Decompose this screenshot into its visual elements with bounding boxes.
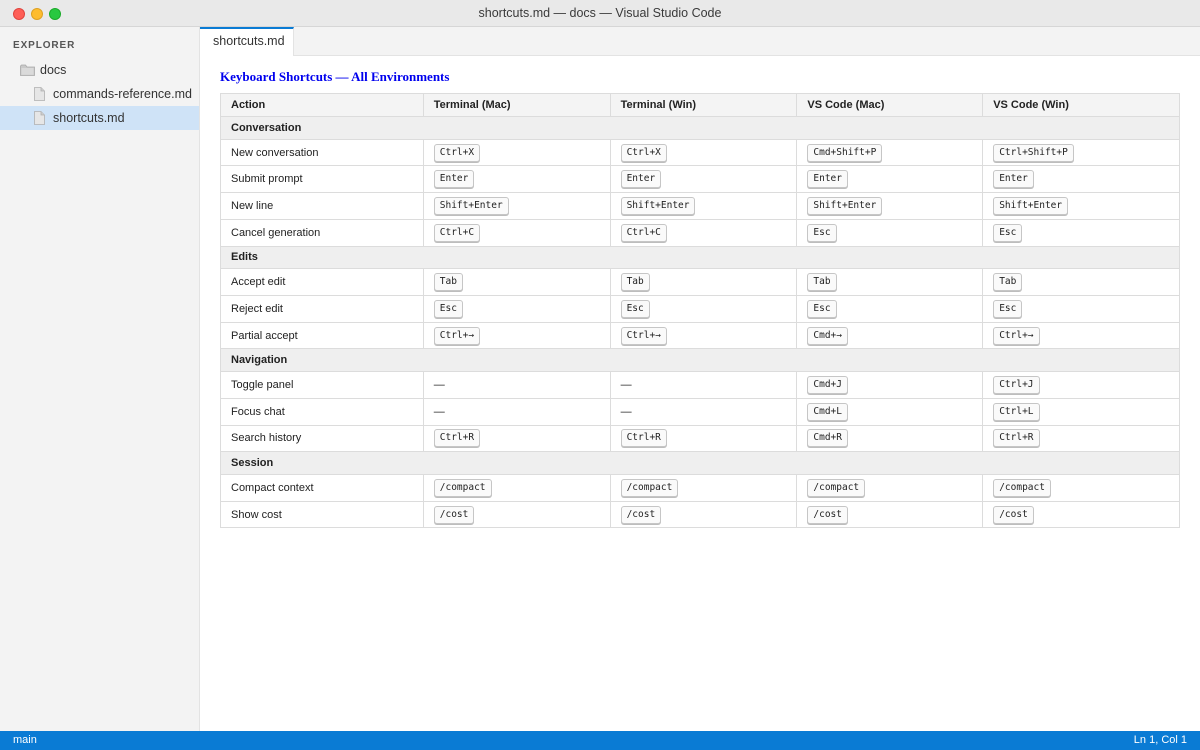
shortcut-cell <box>423 269 610 296</box>
shortcut-cell <box>610 296 797 323</box>
table-row <box>221 296 1180 323</box>
action-cell: Cancel generation <box>221 219 424 246</box>
key-badge: Ctrl+C <box>621 224 667 242</box>
status-bar <box>0 731 1200 750</box>
shortcut-cell <box>610 398 797 425</box>
table-row <box>221 139 1180 166</box>
shortcut-cell <box>797 475 983 502</box>
editor-tab-bar <box>200 27 1200 56</box>
branch-indicator[interactable]: main <box>13 734 37 746</box>
key-badge: Esc <box>807 224 836 242</box>
key-badge: /compact <box>434 479 492 497</box>
shortcut-cell <box>423 139 610 166</box>
column-header: VS Code (Mac) <box>797 94 983 117</box>
key-badge: /cost <box>621 506 662 524</box>
no-shortcut: — <box>620 379 632 392</box>
key-badge: Shift+Enter <box>993 197 1068 215</box>
shortcut-cell <box>610 475 797 502</box>
table-row <box>221 219 1180 246</box>
key-badge: Ctrl+R <box>621 429 667 447</box>
key-badge: Esc <box>621 300 650 318</box>
table-row <box>221 425 1180 452</box>
key-badge: Enter <box>993 170 1034 188</box>
key-badge: Enter <box>807 170 848 188</box>
shortcut-cell <box>797 219 983 246</box>
key-badge: Cmd+L <box>807 403 848 421</box>
key-badge: /cost <box>807 506 848 524</box>
key-badge: Enter <box>434 170 475 188</box>
file-label: shortcuts.md <box>53 111 125 125</box>
key-badge: Cmd+R <box>807 429 848 447</box>
shortcut-cell <box>797 322 983 349</box>
key-badge: /cost <box>993 506 1034 524</box>
shortcut-cell <box>983 372 1180 399</box>
shortcut-cell <box>423 398 610 425</box>
key-badge: Cmd+Shift+P <box>807 144 882 162</box>
no-shortcut: — <box>620 405 632 418</box>
column-header: VS Code (Win) <box>983 94 1180 117</box>
key-badge: Cmd+J <box>807 376 848 394</box>
file-icon <box>34 111 45 125</box>
shortcut-cell <box>983 398 1180 425</box>
action-cell: New line <box>221 193 424 220</box>
action-cell: Accept edit <box>221 269 424 296</box>
action-cell: Partial accept <box>221 322 424 349</box>
shortcut-cell <box>610 425 797 452</box>
table-row <box>221 398 1180 425</box>
key-badge: Enter <box>621 170 662 188</box>
action-cell: Show cost <box>221 501 424 528</box>
editor-preview <box>200 56 1200 731</box>
shortcut-cell <box>797 269 983 296</box>
shortcut-cell <box>610 166 797 193</box>
shortcut-cell <box>423 296 610 323</box>
file-icon <box>34 87 45 101</box>
shortcuts-table <box>220 93 1180 528</box>
key-badge: Tab <box>807 273 836 291</box>
document-title: Keyboard Shortcuts — All Environments <box>220 69 450 84</box>
action-cell: Compact context <box>221 475 424 502</box>
key-badge: /compact <box>807 479 865 497</box>
shortcut-cell <box>983 425 1180 452</box>
section-heading: Edits <box>221 246 1180 269</box>
section-row <box>221 349 1180 372</box>
table-row <box>221 322 1180 349</box>
shortcut-cell <box>797 139 983 166</box>
key-badge: Ctrl+→ <box>434 327 480 345</box>
column-header: Terminal (Mac) <box>423 94 610 117</box>
section-heading: Conversation <box>221 117 1180 140</box>
action-cell: Focus chat <box>221 398 424 425</box>
key-badge: Ctrl+L <box>993 403 1039 421</box>
shortcut-cell <box>797 193 983 220</box>
explorer-sidebar <box>0 27 200 731</box>
shortcut-cell <box>797 296 983 323</box>
shortcut-cell <box>797 501 983 528</box>
file-commands-reference[interactable] <box>0 82 199 106</box>
key-badge: Tab <box>434 273 463 291</box>
section-row <box>221 117 1180 140</box>
shortcut-cell <box>610 193 797 220</box>
key-badge: /cost <box>434 506 475 524</box>
action-cell: Search history <box>221 425 424 452</box>
shortcut-cell <box>983 219 1180 246</box>
table-row <box>221 475 1180 502</box>
shortcut-cell <box>610 501 797 528</box>
table-row <box>221 501 1180 528</box>
key-badge: Ctrl+C <box>434 224 480 242</box>
key-badge: Ctrl+R <box>434 429 480 447</box>
shortcut-cell <box>983 166 1180 193</box>
key-badge: Ctrl+→ <box>621 327 667 345</box>
shortcut-cell <box>983 322 1180 349</box>
tab-shortcuts-md[interactable]: shortcuts.md <box>200 27 294 56</box>
shortcut-cell <box>983 193 1180 220</box>
key-badge: Ctrl+→ <box>993 327 1039 345</box>
table-row <box>221 372 1180 399</box>
section-heading: Navigation <box>221 349 1180 372</box>
shortcut-cell <box>797 398 983 425</box>
section-heading: Session <box>221 452 1180 475</box>
key-badge: Shift+Enter <box>621 197 696 215</box>
key-badge: Esc <box>993 224 1022 242</box>
action-cell: Submit prompt <box>221 166 424 193</box>
folder-label: docs <box>40 63 67 77</box>
window-title: shortcuts.md — docs — Visual Studio Code <box>478 6 722 20</box>
shortcut-cell <box>423 425 610 452</box>
column-header: Terminal (Win) <box>610 94 797 117</box>
table-row <box>221 166 1180 193</box>
key-badge: Ctrl+R <box>993 429 1039 447</box>
shortcut-cell <box>610 322 797 349</box>
no-shortcut: — <box>433 379 445 392</box>
cursor-position[interactable]: Ln 1, Col 1 <box>1133 734 1187 746</box>
shortcut-cell <box>797 166 983 193</box>
shortcut-cell <box>983 139 1180 166</box>
shortcut-cell <box>423 372 610 399</box>
shortcut-cell <box>423 322 610 349</box>
key-badge: Ctrl+X <box>434 144 480 162</box>
table-row <box>221 269 1180 296</box>
key-badge: Shift+Enter <box>807 197 882 215</box>
shortcut-cell <box>423 166 610 193</box>
file-shortcuts[interactable] <box>0 106 199 130</box>
shortcut-cell <box>423 193 610 220</box>
key-badge: Esc <box>807 300 836 318</box>
folder-icon <box>20 64 35 76</box>
column-header: Action <box>221 94 424 117</box>
shortcut-cell <box>797 425 983 452</box>
no-shortcut: — <box>433 405 445 418</box>
shortcut-cell <box>423 475 610 502</box>
shortcut-cell <box>983 296 1180 323</box>
key-badge: /compact <box>621 479 679 497</box>
shortcut-cell <box>423 219 610 246</box>
shortcut-cell <box>610 372 797 399</box>
key-badge: /compact <box>993 479 1051 497</box>
action-cell: New conversation <box>221 139 424 166</box>
explorer-title: EXPLORER <box>13 40 76 51</box>
action-cell: Toggle panel <box>221 372 424 399</box>
shortcut-cell <box>610 219 797 246</box>
table-row <box>221 193 1180 220</box>
section-row <box>221 246 1180 269</box>
shortcut-cell <box>983 475 1180 502</box>
action-cell: Reject edit <box>221 296 424 323</box>
key-badge: Shift+Enter <box>434 197 509 215</box>
section-row <box>221 452 1180 475</box>
folder-docs[interactable] <box>0 58 199 82</box>
shortcut-cell <box>983 501 1180 528</box>
key-badge: Esc <box>993 300 1022 318</box>
key-badge: Cmd+→ <box>807 327 848 345</box>
key-badge: Ctrl+Shift+P <box>993 144 1074 162</box>
key-badge: Ctrl+J <box>993 376 1039 394</box>
key-badge: Esc <box>434 300 463 318</box>
key-badge: Ctrl+X <box>621 144 667 162</box>
shortcut-cell <box>983 269 1180 296</box>
file-label: commands-reference.md <box>53 87 192 101</box>
shortcut-cell <box>423 501 610 528</box>
key-badge: Tab <box>621 273 650 291</box>
shortcut-cell <box>797 372 983 399</box>
shortcut-cell <box>610 139 797 166</box>
shortcut-cell <box>610 269 797 296</box>
key-badge: Tab <box>993 273 1022 291</box>
table-header-row <box>221 94 1180 117</box>
title-bar <box>0 0 1200 27</box>
